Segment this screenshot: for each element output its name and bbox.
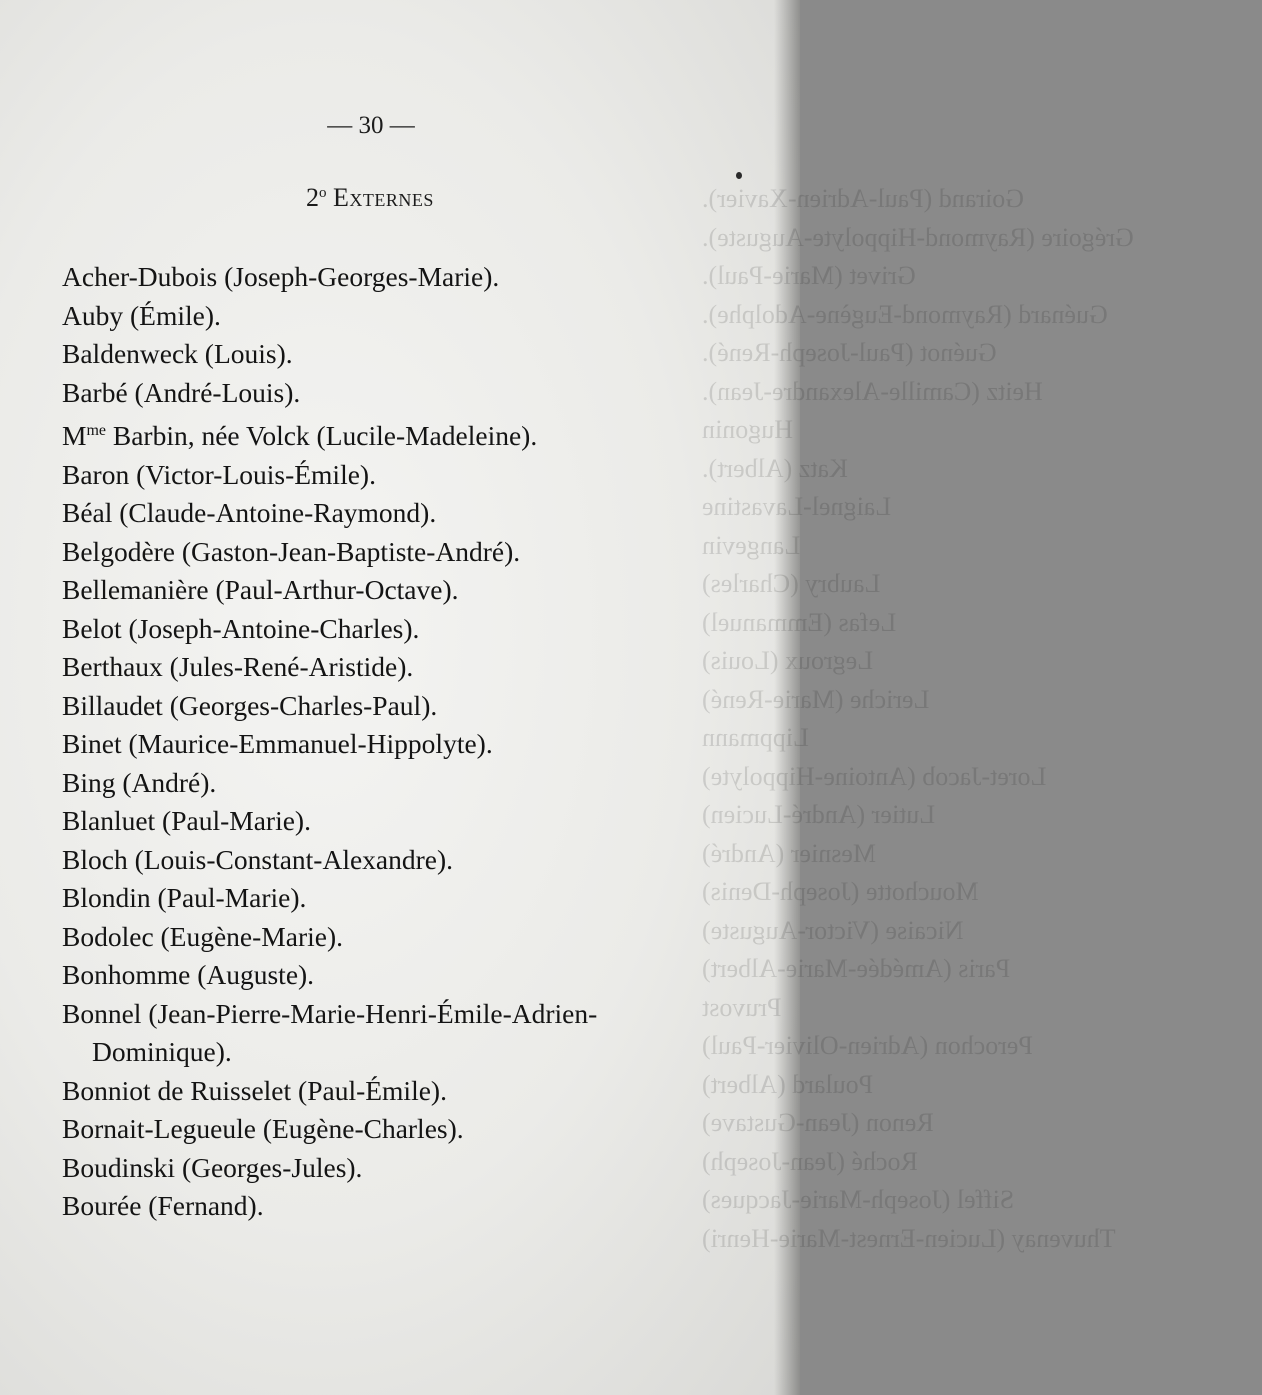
honorific (62, 420, 106, 451)
list-item-continuation: Dominique). (92, 1036, 232, 1067)
section-title: Externes (333, 183, 434, 212)
list-item: Acher-Dubois (Joseph-Georges-Marie). (62, 261, 500, 292)
list-item: Berthaux (Jules-René-Aristide). (62, 651, 414, 682)
list-item: Baron (Victor-Louis-Émile). (62, 458, 376, 490)
list-item: Billaudet (Georges-Charles-Paul). (62, 689, 438, 721)
list-item: Boudinski (Georges-Jules). (62, 1151, 363, 1183)
list-item: Baldenweck (Louis). (62, 338, 293, 369)
list-item: Bellemanière (Paul-Arthur-Octave). (62, 574, 459, 605)
list-item: Bornait-Legueule (Eugène-Charles). (62, 1113, 464, 1144)
list-item: Belgodère (Gaston-Jean-Baptiste-André). (62, 535, 521, 567)
list-item: Bonhomme (Auguste). (62, 959, 315, 990)
list-item (62, 412, 742, 456)
name-list (62, 258, 742, 1226)
list-item: Barbé (André-Louis). (62, 376, 301, 408)
ink-speck (736, 172, 742, 179)
list-item-text: Barbin, née Volck (Lucile-Madeleine). (112, 420, 538, 451)
honorific-prefix: M (62, 420, 87, 451)
list-item: Auby (Émile). (62, 299, 221, 331)
list-item: Bourée (Fernand). (62, 1190, 264, 1221)
list-item: Béal (Claude-Antoine-Raymond). (62, 497, 437, 528)
list-item: Bing (André). (62, 766, 217, 798)
section-heading (0, 183, 740, 213)
list-item: Belot (Joseph-Antoine-Charles). (62, 612, 420, 644)
list-item: Bonnel (Jean-Pierre-Marie-Henri-Émile-Adrien- (62, 997, 598, 1029)
bleed-through-text: Goirand (Paul-Adrien-Xavier). Grégoire (Raymond-Hippolyte-Auguste). Grivet (Marie-Paul). Guénard (Raymond-Eugène-Adolphe). Guénot (Paul-Joseph-René). Heitz (Camille-Alexandre-Jean). Hugonin Katz (Albert). Laignel-Lavastine Langevin Laubry (Charles) Lefas (Emmanuel) Legroux (Louis) Leriche (Marie-René) Lippmann Loret-Jacob (Antoine-Hippolyte) Lutier (André-Lucien) Mesnier (André) Mouchotte (Joseph-Denis) Nicaise (Victor-Auguste) Paris (Amédée-Marie-Albert) Pruvost Perochon (Adrien-Olivier-Paul) Poulard (Albert) Renon (Jean-Gustave) Roché (Jean-Joseph) Siffel (Joseph-Marie-Jacques) Thuvenay (Lucien-Ernest-Marie-Henri) (702, 184, 1134, 1253)
section-ordinal-mark: o (319, 185, 327, 201)
section-number: 2 (306, 183, 320, 212)
list-item: Bloch (Louis-Constant-Alexandre). (62, 843, 454, 875)
page-number: — 30 — (327, 112, 415, 139)
list-item: Binet (Maurice-Emmanuel-Hippolyte). (62, 728, 493, 759)
list-item: Bonniot de Ruisselet (Paul-Émile). (62, 1074, 447, 1106)
list-item: Blondin (Paul-Marie). (62, 882, 307, 913)
list-item: Blanluet (Paul-Marie). (62, 805, 311, 836)
honorific-superscript: me (86, 422, 106, 439)
list-item: Bodolec (Eugène-Marie). (62, 920, 343, 952)
